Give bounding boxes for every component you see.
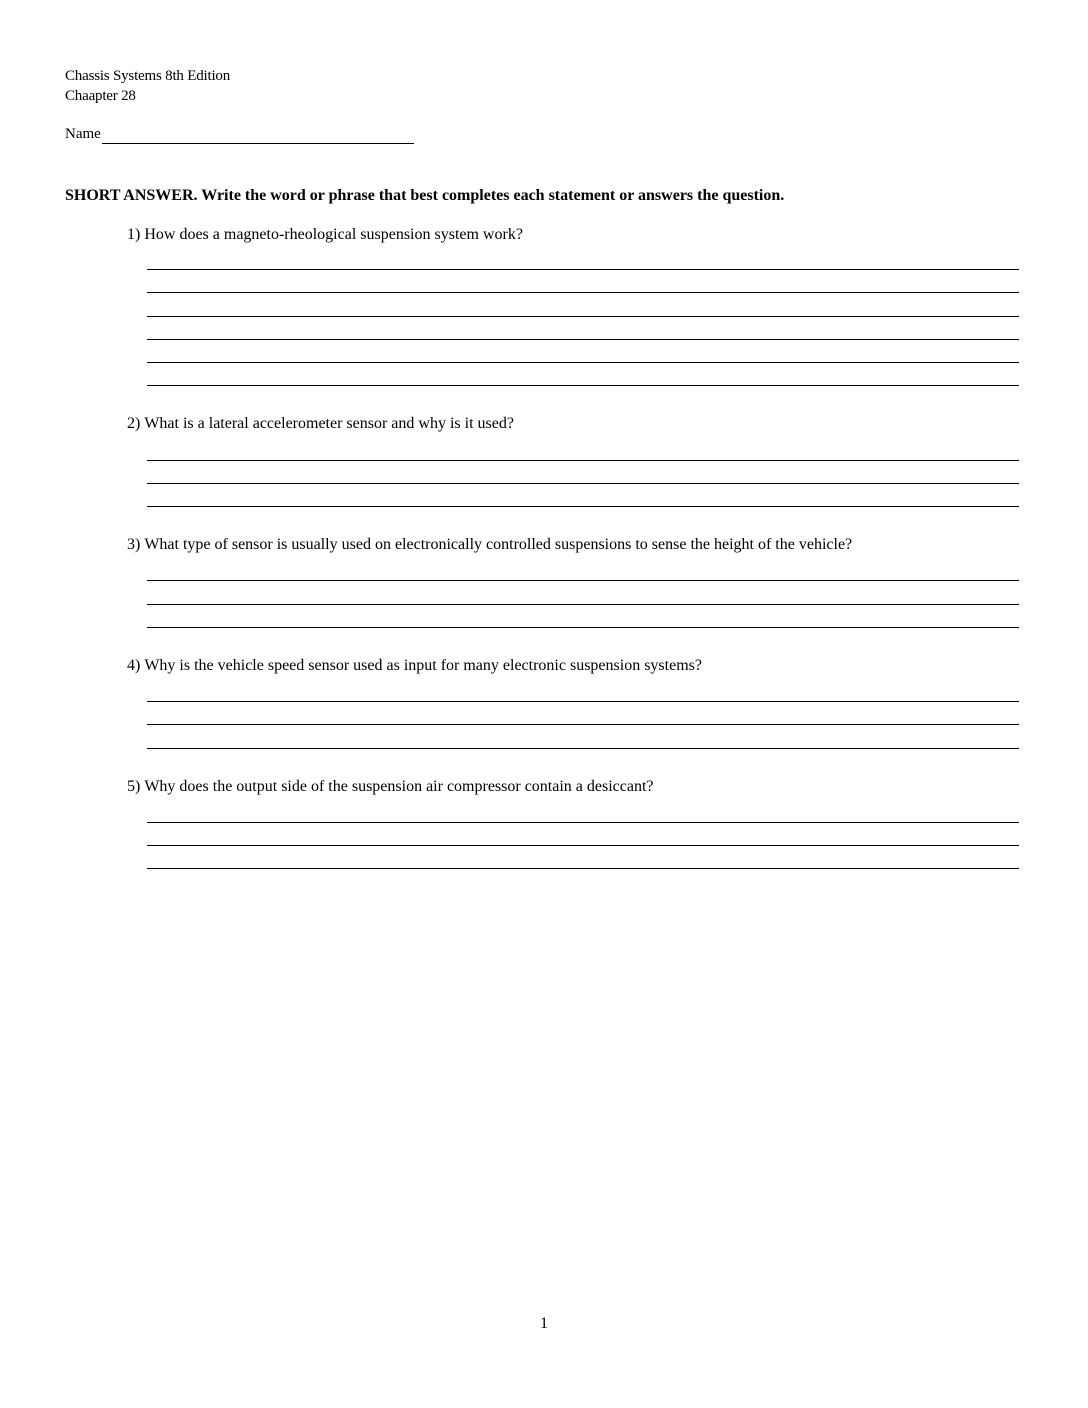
question-number: 4) — [127, 657, 141, 674]
question-text: What type of sensor is usually used on electronically controlled suspensions to sense the height of the vehicle? — [144, 536, 853, 553]
answer-line — [147, 385, 1019, 386]
name-row — [65, 124, 414, 144]
name-label: Name — [65, 126, 101, 142]
question-2 — [127, 413, 514, 435]
question-text: What is a lateral accelerometer sensor and why is it used? — [144, 415, 514, 432]
document-title: Chassis Systems 8th Edition — [65, 68, 231, 84]
question-number: 5) — [127, 778, 141, 795]
answer-line — [147, 724, 1019, 725]
answer-line — [147, 316, 1019, 317]
answer-line — [147, 269, 1019, 270]
answer-line — [147, 506, 1019, 507]
answer-line — [147, 604, 1019, 605]
answer-line — [147, 483, 1019, 484]
instructions: SHORT ANSWER. Write the word or phrase that best completes each statement or answers the question. — [65, 187, 785, 204]
name-blank-line — [102, 124, 414, 144]
answer-line — [147, 701, 1019, 702]
answer-line — [147, 580, 1019, 581]
answer-line — [147, 292, 1019, 293]
answer-line — [147, 362, 1019, 363]
answer-line — [147, 627, 1019, 628]
question-1 — [127, 224, 523, 246]
page-number: 1 — [540, 1315, 548, 1332]
question-text: Why is the vehicle speed sensor used as input for many electronic suspension systems? — [144, 657, 702, 674]
answer-line — [147, 460, 1019, 461]
question-5 — [127, 776, 654, 798]
answer-line — [147, 339, 1019, 340]
question-3 — [127, 534, 852, 556]
answer-line — [147, 822, 1019, 823]
question-number: 2) — [127, 415, 141, 432]
question-number: 3) — [127, 536, 141, 553]
question-text: How does a magneto-rheological suspension system work? — [144, 226, 523, 243]
question-number: 1) — [127, 226, 141, 243]
answer-line — [147, 845, 1019, 846]
chapter-label: Chaapter 28 — [65, 88, 136, 104]
answer-line — [147, 868, 1019, 869]
question-text: Why does the output side of the suspension air compressor contain a desiccant? — [144, 778, 654, 795]
question-4 — [127, 655, 702, 677]
answer-line — [147, 748, 1019, 749]
